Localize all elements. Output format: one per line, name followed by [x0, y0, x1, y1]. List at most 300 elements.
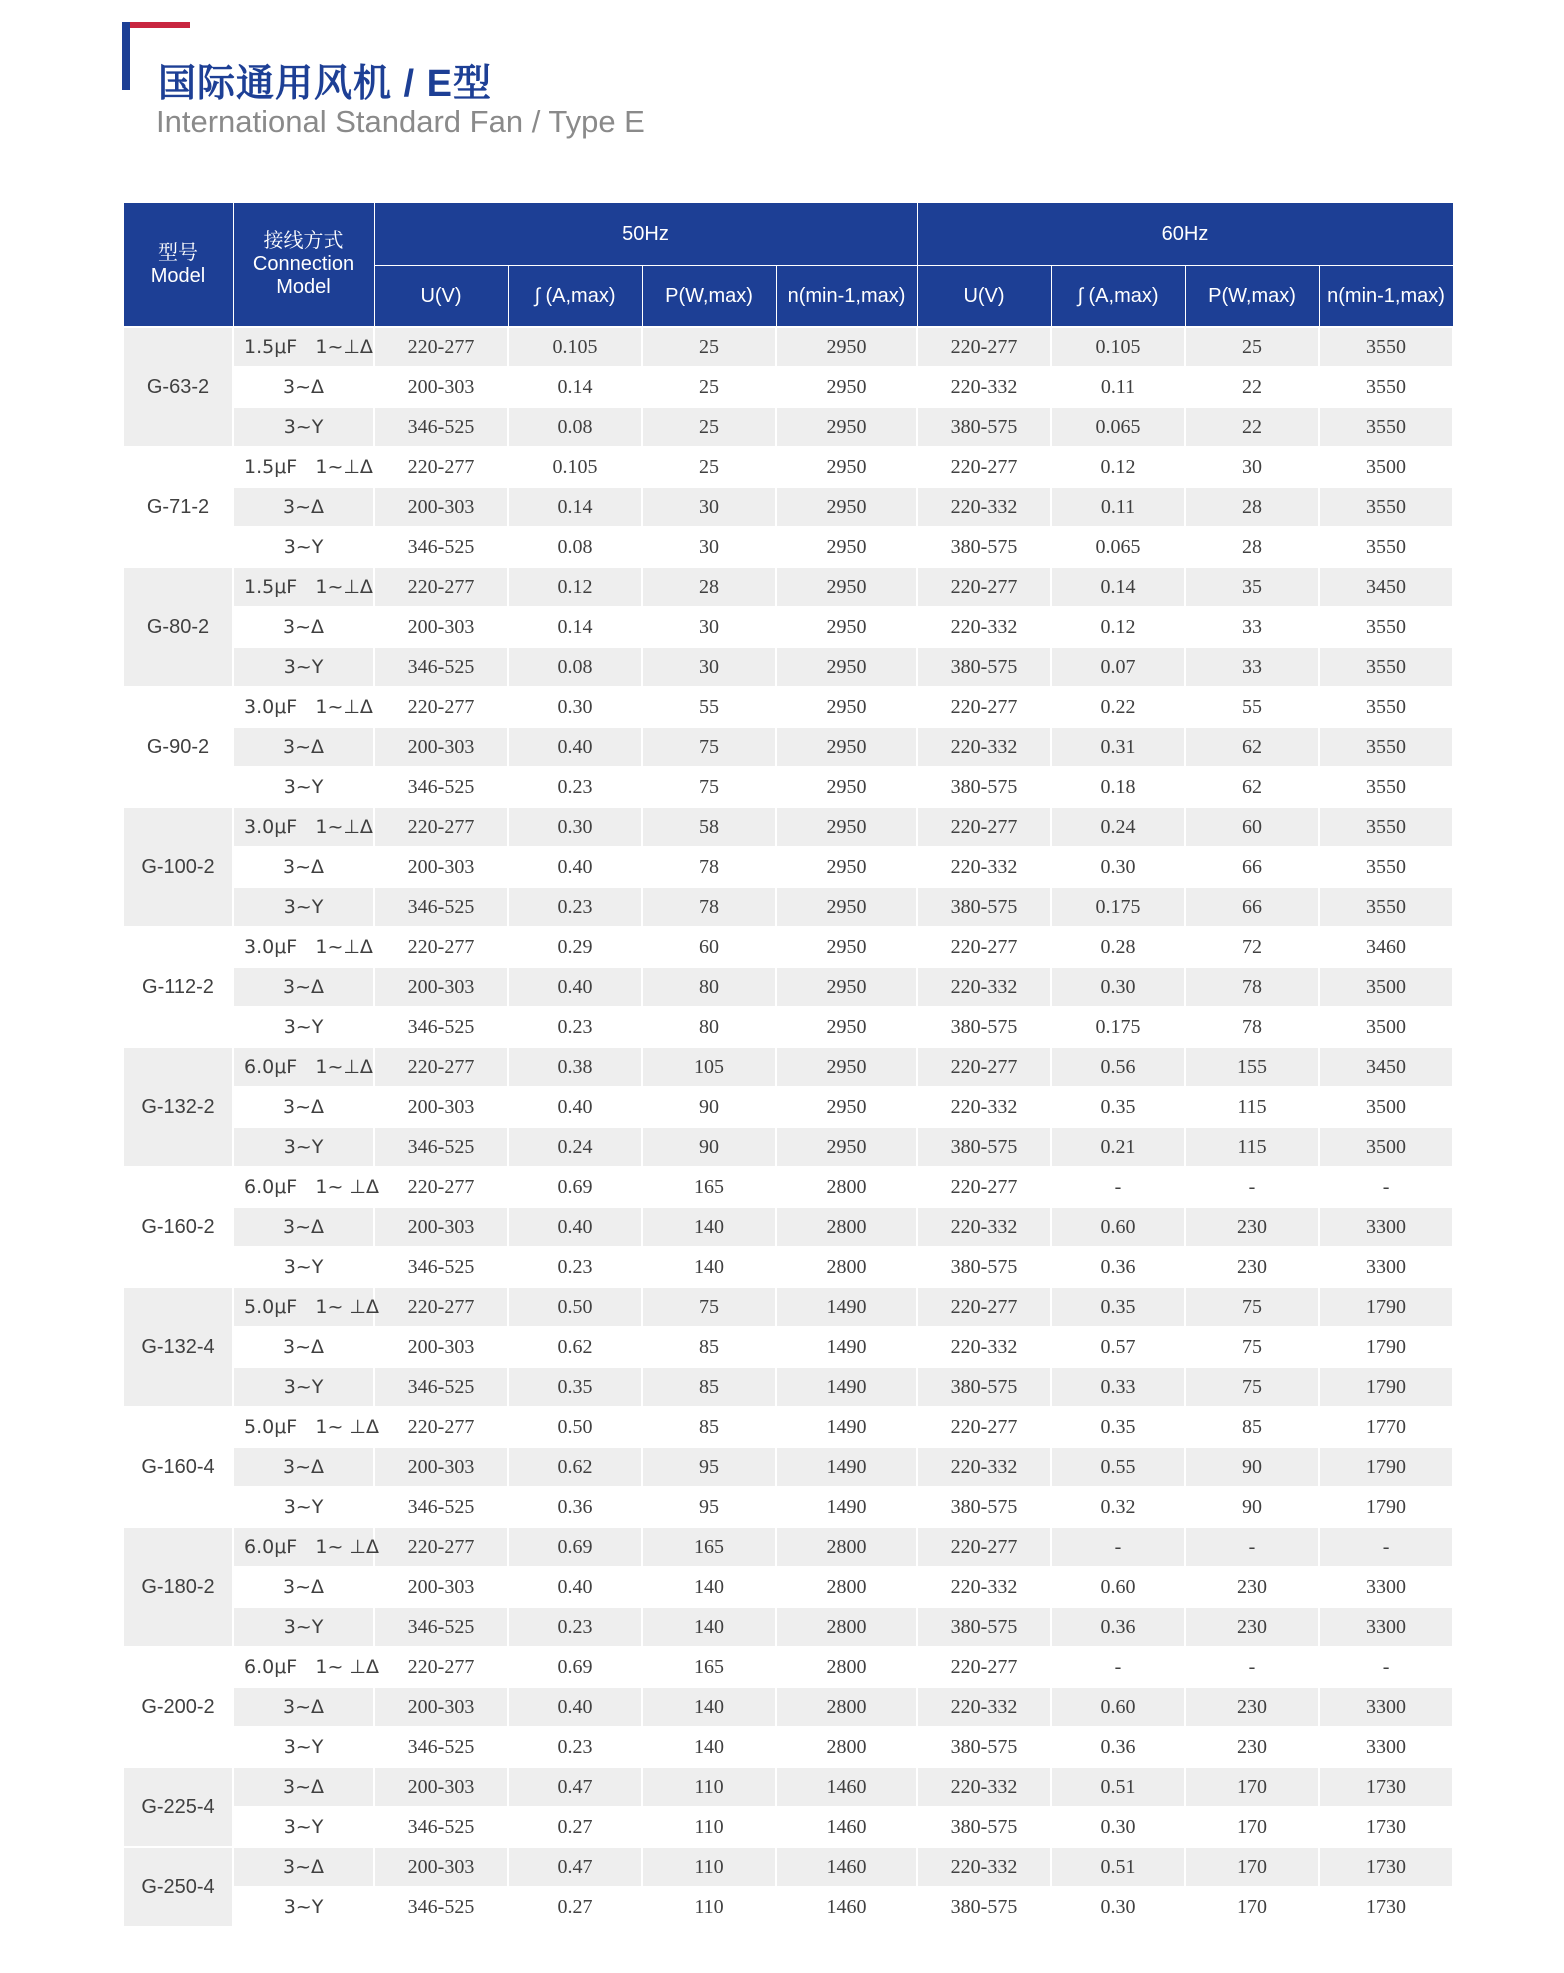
value-cell-power-50hz: 30 — [642, 487, 776, 527]
value-cell-u-50hz: 220-277 — [374, 927, 508, 967]
table-row — [123, 1167, 1453, 1207]
value-cell-u-60hz: 380-575 — [917, 887, 1051, 927]
value-cell-current-60hz: 0.24 — [1051, 807, 1185, 847]
value-cell-u-60hz: 220-332 — [917, 1687, 1051, 1727]
value-cell-speed-60hz: 3550 — [1319, 327, 1453, 367]
table-row — [123, 567, 1453, 607]
header-model-cn: 型号 — [158, 241, 198, 264]
value-cell-u-50hz: 200-303 — [374, 727, 508, 767]
value-cell-current-50hz: 0.69 — [508, 1647, 642, 1687]
table-row — [123, 1407, 1453, 1447]
value-cell-u-60hz: 220-277 — [917, 327, 1051, 367]
value-cell-u-60hz: 220-332 — [917, 727, 1051, 767]
value-cell-speed-60hz: 3550 — [1319, 807, 1453, 847]
value-cell-speed-50hz: 2800 — [776, 1607, 917, 1647]
value-cell-power-50hz: 58 — [642, 807, 776, 847]
value-cell-u-60hz: 220-332 — [917, 1207, 1051, 1247]
value-cell-power-50hz: 60 — [642, 927, 776, 967]
connection-cell: 6.0μF 1~ ⊥Δ — [233, 1647, 374, 1687]
value-cell-speed-50hz: 2800 — [776, 1687, 917, 1727]
value-cell-current-50hz: 0.30 — [508, 807, 642, 847]
value-cell-power-50hz: 140 — [642, 1207, 776, 1247]
value-cell-power-60hz: 170 — [1185, 1847, 1319, 1887]
value-cell-power-60hz: 22 — [1185, 367, 1319, 407]
table-row — [123, 447, 1453, 487]
value-cell-speed-50hz: 2800 — [776, 1207, 917, 1247]
value-cell-u-60hz: 220-332 — [917, 1847, 1051, 1887]
connection-cell: 3~Y — [233, 647, 374, 687]
value-cell-speed-60hz: 3550 — [1319, 727, 1453, 767]
value-cell-power-60hz: 78 — [1185, 1007, 1319, 1047]
table-row — [123, 847, 1453, 887]
model-cell: G-90-2 — [123, 687, 233, 807]
page-title-en: International Standard Fan / Type E — [156, 104, 645, 139]
value-cell-speed-60hz: 3550 — [1319, 687, 1453, 727]
value-cell-u-50hz: 220-277 — [374, 327, 508, 367]
value-cell-power-60hz: - — [1185, 1167, 1319, 1207]
value-cell-power-60hz: 230 — [1185, 1607, 1319, 1647]
value-cell-power-50hz: 85 — [642, 1367, 776, 1407]
table-row — [123, 1447, 1453, 1487]
value-cell-current-60hz: 0.33 — [1051, 1367, 1185, 1407]
connection-cell: 3~Y — [233, 767, 374, 807]
table-row — [123, 1847, 1453, 1887]
value-cell-power-50hz: 75 — [642, 727, 776, 767]
value-cell-power-60hz: 170 — [1185, 1767, 1319, 1807]
value-cell-speed-60hz: - — [1319, 1167, 1453, 1207]
value-cell-current-60hz: 0.22 — [1051, 687, 1185, 727]
value-cell-u-50hz: 220-277 — [374, 1047, 508, 1087]
value-cell-u-50hz: 220-277 — [374, 1407, 508, 1447]
value-cell-speed-50hz: 1490 — [776, 1327, 917, 1367]
value-cell-speed-50hz: 1490 — [776, 1487, 917, 1527]
table-row — [123, 1247, 1453, 1287]
value-cell-current-50hz: 0.40 — [508, 1087, 642, 1127]
header-conn-cn: 接线方式 — [263, 230, 344, 252]
header-power-50hz: P(W,max) — [642, 266, 776, 328]
value-cell-power-50hz: 110 — [642, 1847, 776, 1887]
value-cell-power-60hz: 155 — [1185, 1047, 1319, 1087]
value-cell-current-60hz: 0.12 — [1051, 447, 1185, 487]
value-cell-power-60hz: 90 — [1185, 1447, 1319, 1487]
value-cell-current-50hz: 0.12 — [508, 567, 642, 607]
value-cell-current-60hz: 0.07 — [1051, 647, 1185, 687]
value-cell-current-60hz: 0.55 — [1051, 1447, 1185, 1487]
value-cell-u-50hz: 220-277 — [374, 1527, 508, 1567]
value-cell-current-60hz: 0.30 — [1051, 1887, 1185, 1927]
value-cell-power-50hz: 25 — [642, 407, 776, 447]
value-cell-power-60hz: 230 — [1185, 1567, 1319, 1607]
table-row — [123, 967, 1453, 1007]
value-cell-power-60hz: 85 — [1185, 1407, 1319, 1447]
value-cell-current-60hz: 0.12 — [1051, 607, 1185, 647]
value-cell-speed-60hz: 1730 — [1319, 1887, 1453, 1927]
value-cell-power-50hz: 80 — [642, 1007, 776, 1047]
table-row — [123, 687, 1453, 727]
value-cell-current-50hz: 0.27 — [508, 1807, 642, 1847]
value-cell-current-50hz: 0.23 — [508, 767, 642, 807]
value-cell-power-60hz: 35 — [1185, 567, 1319, 607]
header-conn-en2: Model — [276, 276, 331, 298]
value-cell-current-50hz: 0.105 — [508, 327, 642, 367]
value-cell-current-60hz: 0.11 — [1051, 367, 1185, 407]
table-row — [123, 1287, 1453, 1327]
value-cell-power-50hz: 25 — [642, 327, 776, 367]
value-cell-speed-50hz: 2950 — [776, 927, 917, 967]
value-cell-current-60hz: 0.11 — [1051, 487, 1185, 527]
value-cell-power-60hz: 115 — [1185, 1087, 1319, 1127]
value-cell-power-60hz: 66 — [1185, 847, 1319, 887]
header-conn-en: Connection — [252, 253, 355, 275]
value-cell-current-60hz: 0.175 — [1051, 887, 1185, 927]
value-cell-current-60hz: 0.36 — [1051, 1607, 1185, 1647]
connection-cell: 3~Δ — [233, 1567, 374, 1607]
value-cell-speed-60hz: 3500 — [1319, 967, 1453, 1007]
model-cell: G-63-2 — [123, 327, 233, 447]
connection-cell: 3~Y — [233, 1887, 374, 1927]
value-cell-speed-50hz: 2950 — [776, 807, 917, 847]
value-cell-u-60hz: 220-277 — [917, 447, 1051, 487]
value-cell-current-60hz: 0.31 — [1051, 727, 1185, 767]
value-cell-u-60hz: 220-332 — [917, 607, 1051, 647]
value-cell-current-50hz: 0.08 — [508, 647, 642, 687]
value-cell-u-50hz: 346-525 — [374, 1887, 508, 1927]
value-cell-u-60hz: 380-575 — [917, 647, 1051, 687]
value-cell-speed-50hz: 2950 — [776, 447, 917, 487]
value-cell-speed-50hz: 2800 — [776, 1527, 917, 1567]
value-cell-power-50hz: 75 — [642, 1287, 776, 1327]
table-row — [123, 1327, 1453, 1367]
table-row — [123, 1887, 1453, 1927]
value-cell-current-60hz: 0.51 — [1051, 1767, 1185, 1807]
model-cell: G-180-2 — [123, 1527, 233, 1647]
value-cell-current-50hz: 0.14 — [508, 607, 642, 647]
model-cell: G-250-4 — [123, 1847, 233, 1927]
value-cell-speed-60hz: 3550 — [1319, 887, 1453, 927]
value-cell-current-60hz: 0.60 — [1051, 1687, 1185, 1727]
table-row — [123, 1127, 1453, 1167]
value-cell-speed-50hz: 2800 — [776, 1247, 917, 1287]
value-cell-speed-60hz: 3550 — [1319, 647, 1453, 687]
connection-cell: 3~Δ — [233, 1327, 374, 1367]
value-cell-current-50hz: 0.23 — [508, 887, 642, 927]
bracket-ornament-red — [122, 22, 190, 28]
value-cell-speed-50hz: 2950 — [776, 1087, 917, 1127]
table-row — [123, 1607, 1453, 1647]
value-cell-power-60hz: 28 — [1185, 487, 1319, 527]
table-row — [123, 1807, 1453, 1847]
value-cell-current-50hz: 0.14 — [508, 367, 642, 407]
value-cell-u-50hz: 346-525 — [374, 527, 508, 567]
table-row — [123, 807, 1453, 847]
value-cell-current-60hz: 0.35 — [1051, 1087, 1185, 1127]
value-cell-current-60hz: 0.36 — [1051, 1247, 1185, 1287]
connection-cell: 3~Y — [233, 1807, 374, 1847]
connection-cell: 1.5μF 1~⊥Δ — [233, 447, 374, 487]
value-cell-u-50hz: 200-303 — [374, 1567, 508, 1607]
value-cell-speed-60hz: 3300 — [1319, 1247, 1453, 1287]
table-row — [123, 1207, 1453, 1247]
value-cell-u-60hz: 220-332 — [917, 1327, 1051, 1367]
table-row — [123, 527, 1453, 567]
value-cell-u-50hz: 200-303 — [374, 1847, 508, 1887]
value-cell-u-60hz: 380-575 — [917, 767, 1051, 807]
value-cell-u-50hz: 346-525 — [374, 1247, 508, 1287]
value-cell-current-50hz: 0.40 — [508, 847, 642, 887]
value-cell-power-60hz: 170 — [1185, 1807, 1319, 1847]
value-cell-speed-50hz: 1460 — [776, 1847, 917, 1887]
value-cell-speed-60hz: - — [1319, 1527, 1453, 1567]
value-cell-u-50hz: 346-525 — [374, 1127, 508, 1167]
value-cell-u-60hz: 220-277 — [917, 1527, 1051, 1567]
value-cell-u-50hz: 346-525 — [374, 1487, 508, 1527]
value-cell-u-50hz: 200-303 — [374, 1767, 508, 1807]
value-cell-current-50hz: 0.36 — [508, 1487, 642, 1527]
value-cell-current-50hz: 0.24 — [508, 1127, 642, 1167]
value-cell-power-60hz: 230 — [1185, 1727, 1319, 1767]
header-connection — [233, 203, 374, 328]
value-cell-power-50hz: 105 — [642, 1047, 776, 1087]
value-cell-power-60hz: 230 — [1185, 1207, 1319, 1247]
value-cell-u-50hz: 220-277 — [374, 1167, 508, 1207]
connection-cell: 3~Y — [233, 1247, 374, 1287]
value-cell-power-50hz: 140 — [642, 1567, 776, 1607]
value-cell-current-50hz: 0.62 — [508, 1447, 642, 1487]
value-cell-speed-50hz: 2950 — [776, 1127, 917, 1167]
value-cell-speed-50hz: 2950 — [776, 647, 917, 687]
header-model-en: Model — [150, 264, 206, 287]
connection-cell: 3~Y — [233, 1487, 374, 1527]
value-cell-current-60hz: 0.30 — [1051, 847, 1185, 887]
value-cell-speed-60hz: 1790 — [1319, 1487, 1453, 1527]
value-cell-u-60hz: 220-277 — [917, 1047, 1051, 1087]
header-u-50hz: U(V) — [374, 266, 508, 328]
table-row — [123, 367, 1453, 407]
connection-cell: 3.0μF 1~⊥Δ — [233, 807, 374, 847]
value-cell-speed-60hz: 3300 — [1319, 1607, 1453, 1647]
value-cell-current-60hz: 0.14 — [1051, 567, 1185, 607]
value-cell-current-60hz: 0.065 — [1051, 527, 1185, 567]
value-cell-current-50hz: 0.27 — [508, 1887, 642, 1927]
value-cell-current-60hz: 0.36 — [1051, 1727, 1185, 1767]
value-cell-speed-50hz: 1460 — [776, 1767, 917, 1807]
table-row — [123, 1647, 1453, 1687]
value-cell-u-50hz: 200-303 — [374, 1207, 508, 1247]
value-cell-speed-50hz: 1490 — [776, 1447, 917, 1487]
table-row — [123, 1567, 1453, 1607]
value-cell-power-60hz: 62 — [1185, 767, 1319, 807]
value-cell-speed-60hz: 3550 — [1319, 367, 1453, 407]
value-cell-power-60hz: 75 — [1185, 1327, 1319, 1367]
header-power-60hz: P(W,max) — [1185, 266, 1319, 328]
value-cell-u-60hz: 380-575 — [917, 407, 1051, 447]
table-row — [123, 1087, 1453, 1127]
connection-cell: 3~Δ — [233, 967, 374, 1007]
value-cell-power-50hz: 90 — [642, 1127, 776, 1167]
value-cell-speed-60hz: 1770 — [1319, 1407, 1453, 1447]
value-cell-speed-50hz: 2800 — [776, 1647, 917, 1687]
value-cell-speed-50hz: 2950 — [776, 407, 917, 447]
value-cell-speed-50hz: 2950 — [776, 767, 917, 807]
connection-cell: 3.0μF 1~⊥Δ — [233, 687, 374, 727]
value-cell-power-50hz: 165 — [642, 1167, 776, 1207]
value-cell-speed-50hz: 1460 — [776, 1807, 917, 1847]
value-cell-power-60hz: 60 — [1185, 807, 1319, 847]
value-cell-u-60hz: 220-332 — [917, 847, 1051, 887]
value-cell-u-60hz: 380-575 — [917, 1487, 1051, 1527]
value-cell-power-50hz: 140 — [642, 1247, 776, 1287]
value-cell-power-50hz: 140 — [642, 1607, 776, 1647]
value-cell-u-60hz: 220-277 — [917, 567, 1051, 607]
value-cell-u-50hz: 200-303 — [374, 967, 508, 1007]
header-speed-50hz: n(min-1,max) — [776, 266, 917, 328]
value-cell-current-50hz: 0.08 — [508, 407, 642, 447]
value-cell-u-60hz: 380-575 — [917, 1247, 1051, 1287]
value-cell-current-50hz: 0.29 — [508, 927, 642, 967]
header-50hz: 50Hz — [374, 203, 917, 266]
value-cell-speed-60hz: 1730 — [1319, 1807, 1453, 1847]
header-speed-60hz: n(min-1,max) — [1319, 266, 1453, 328]
table-row — [123, 1527, 1453, 1567]
value-cell-speed-60hz: 3300 — [1319, 1567, 1453, 1607]
value-cell-power-50hz: 95 — [642, 1447, 776, 1487]
value-cell-current-60hz: 0.51 — [1051, 1847, 1185, 1887]
value-cell-u-60hz: 220-332 — [917, 1087, 1051, 1127]
value-cell-power-60hz: 33 — [1185, 607, 1319, 647]
value-cell-u-60hz: 220-277 — [917, 1287, 1051, 1327]
value-cell-current-50hz: 0.14 — [508, 487, 642, 527]
value-cell-speed-50hz: 2950 — [776, 887, 917, 927]
value-cell-current-60hz: 0.30 — [1051, 1807, 1185, 1847]
value-cell-speed-60hz: 3550 — [1319, 607, 1453, 647]
value-cell-speed-60hz: 3300 — [1319, 1727, 1453, 1767]
value-cell-speed-60hz: 1790 — [1319, 1287, 1453, 1327]
value-cell-speed-50hz: 2950 — [776, 607, 917, 647]
connection-cell: 3~Δ — [233, 1447, 374, 1487]
value-cell-power-50hz: 30 — [642, 647, 776, 687]
value-cell-u-50hz: 346-525 — [374, 1607, 508, 1647]
value-cell-speed-60hz: 3500 — [1319, 1087, 1453, 1127]
value-cell-current-60hz: 0.21 — [1051, 1127, 1185, 1167]
value-cell-speed-60hz: 3550 — [1319, 847, 1453, 887]
value-cell-speed-50hz: 2950 — [776, 1007, 917, 1047]
model-cell: G-132-4 — [123, 1287, 233, 1407]
value-cell-current-60hz: 0.35 — [1051, 1287, 1185, 1327]
value-cell-u-50hz: 346-525 — [374, 887, 508, 927]
value-cell-current-50hz: 0.47 — [508, 1767, 642, 1807]
value-cell-speed-50hz: 2950 — [776, 567, 917, 607]
value-cell-current-50hz: 0.30 — [508, 687, 642, 727]
value-cell-speed-50hz: 1490 — [776, 1367, 917, 1407]
value-cell-u-60hz: 220-332 — [917, 367, 1051, 407]
value-cell-speed-50hz: 2950 — [776, 727, 917, 767]
value-cell-u-50hz: 200-303 — [374, 367, 508, 407]
value-cell-current-60hz: 0.175 — [1051, 1007, 1185, 1047]
value-cell-current-60hz: 0.35 — [1051, 1407, 1185, 1447]
value-cell-u-60hz: 380-575 — [917, 1367, 1051, 1407]
value-cell-u-60hz: 220-332 — [917, 1767, 1051, 1807]
table-row — [123, 407, 1453, 447]
value-cell-u-60hz: 380-575 — [917, 1607, 1051, 1647]
value-cell-current-50hz: 0.47 — [508, 1847, 642, 1887]
table-row — [123, 1367, 1453, 1407]
connection-cell: 3~Y — [233, 407, 374, 447]
value-cell-current-50hz: 0.23 — [508, 1607, 642, 1647]
value-cell-power-50hz: 30 — [642, 607, 776, 647]
value-cell-power-50hz: 140 — [642, 1727, 776, 1767]
value-cell-u-50hz: 200-303 — [374, 1687, 508, 1727]
connection-cell: 3~Y — [233, 1127, 374, 1167]
connection-cell: 5.0μF 1~ ⊥Δ — [233, 1287, 374, 1327]
connection-cell: 3~Y — [233, 1007, 374, 1047]
table-row — [123, 927, 1453, 967]
value-cell-power-50hz: 78 — [642, 887, 776, 927]
value-cell-power-50hz: 110 — [642, 1807, 776, 1847]
table-row — [123, 1767, 1453, 1807]
value-cell-speed-60hz: 1790 — [1319, 1327, 1453, 1367]
value-cell-current-60hz: - — [1051, 1647, 1185, 1687]
value-cell-speed-50hz: 2800 — [776, 1167, 917, 1207]
value-cell-speed-60hz: 3500 — [1319, 1007, 1453, 1047]
connection-cell: 3~Δ — [233, 1687, 374, 1727]
value-cell-current-60hz: - — [1051, 1167, 1185, 1207]
value-cell-speed-50hz: 2950 — [776, 847, 917, 887]
value-cell-speed-60hz: 1790 — [1319, 1447, 1453, 1487]
model-cell: G-100-2 — [123, 807, 233, 927]
value-cell-power-50hz: 30 — [642, 527, 776, 567]
value-cell-power-50hz: 28 — [642, 567, 776, 607]
table-row — [123, 607, 1453, 647]
value-cell-u-60hz: 220-277 — [917, 807, 1051, 847]
value-cell-power-60hz: - — [1185, 1527, 1319, 1567]
value-cell-u-60hz: 380-575 — [917, 1727, 1051, 1767]
value-cell-power-60hz: - — [1185, 1647, 1319, 1687]
value-cell-current-60hz: 0.60 — [1051, 1567, 1185, 1607]
value-cell-current-60hz: 0.065 — [1051, 407, 1185, 447]
table-row — [123, 1007, 1453, 1047]
value-cell-power-50hz: 165 — [642, 1527, 776, 1567]
connection-cell: 3~Y — [233, 1727, 374, 1767]
header-model — [123, 203, 233, 328]
value-cell-current-50hz: 0.23 — [508, 1247, 642, 1287]
value-cell-power-50hz: 75 — [642, 767, 776, 807]
connection-cell: 3~Δ — [233, 1847, 374, 1887]
table-row — [123, 767, 1453, 807]
value-cell-current-50hz: 0.23 — [508, 1727, 642, 1767]
connection-cell: 3~Δ — [233, 607, 374, 647]
value-cell-power-50hz: 55 — [642, 687, 776, 727]
value-cell-u-50hz: 220-277 — [374, 567, 508, 607]
value-cell-u-50hz: 200-303 — [374, 607, 508, 647]
value-cell-power-50hz: 25 — [642, 367, 776, 407]
value-cell-current-50hz: 0.105 — [508, 447, 642, 487]
value-cell-u-50hz: 220-277 — [374, 687, 508, 727]
value-cell-power-60hz: 33 — [1185, 647, 1319, 687]
value-cell-u-50hz: 346-525 — [374, 647, 508, 687]
value-cell-speed-50hz: 2950 — [776, 687, 917, 727]
value-cell-current-60hz: 0.60 — [1051, 1207, 1185, 1247]
value-cell-power-60hz: 30 — [1185, 447, 1319, 487]
value-cell-current-50hz: 0.08 — [508, 527, 642, 567]
connection-cell: 6.0μF 1~⊥Δ — [233, 1047, 374, 1087]
value-cell-speed-60hz: 3450 — [1319, 1047, 1453, 1087]
value-cell-u-60hz: 220-277 — [917, 1167, 1051, 1207]
connection-cell: 6.0μF 1~ ⊥Δ — [233, 1167, 374, 1207]
value-cell-current-50hz: 0.40 — [508, 1567, 642, 1607]
value-cell-u-60hz: 380-575 — [917, 1007, 1051, 1047]
value-cell-u-50hz: 346-525 — [374, 1367, 508, 1407]
value-cell-power-60hz: 230 — [1185, 1687, 1319, 1727]
